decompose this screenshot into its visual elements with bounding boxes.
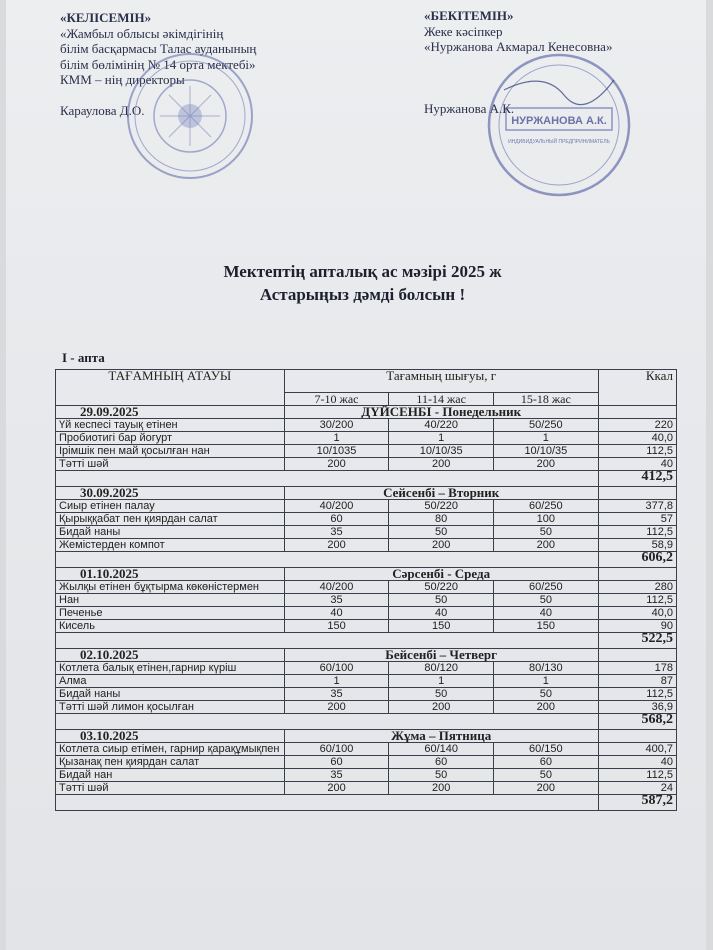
school-seal	[124, 50, 256, 182]
dish-name: Тәтті шәй	[56, 782, 285, 795]
yield-7-10: 35	[284, 594, 389, 607]
agreed-line: КММ – нің директоры	[60, 72, 185, 87]
week-label: I - апта	[62, 350, 105, 365]
yield-11-14: 1	[389, 675, 494, 688]
dish-name: Бидай наны	[56, 526, 285, 539]
kcal-value: 377,8	[598, 500, 676, 513]
kcal-value: 57	[598, 513, 676, 526]
day-name: Сейсенбі – Вторник	[284, 487, 598, 500]
yield-15-18: 80/130	[494, 662, 599, 675]
yield-15-18: 1	[494, 675, 599, 688]
day-name: Жұма – Пятница	[284, 730, 598, 743]
dish-name: Пробиотигі бар йогурт	[56, 432, 285, 445]
table-row	[56, 688, 677, 701]
yield-11-14: 200	[389, 701, 494, 714]
yield-7-10: 35	[284, 526, 389, 539]
table-row	[56, 662, 677, 675]
yield-11-14: 10/10/35	[389, 445, 494, 458]
col-header-age: 15-18 жас	[494, 393, 599, 406]
signature-stroke	[504, 80, 614, 105]
kcal-value: 87	[598, 675, 676, 688]
yield-15-18: 50	[494, 526, 599, 539]
menu-title: Мектептің апталық ас мәзірі 2025 ж	[223, 262, 502, 281]
empty-cell	[598, 406, 676, 419]
yield-15-18: 200	[494, 458, 599, 471]
yield-11-14: 50/220	[389, 500, 494, 513]
table-row	[56, 594, 677, 607]
yield-11-14: 60	[389, 756, 494, 769]
day-total-kcal: 522,5	[598, 633, 676, 649]
dish-name: Тәтті шәй	[56, 458, 285, 471]
dish-name: Қырыққабат пен қиярдан салат	[56, 513, 285, 526]
empty-cell	[56, 795, 599, 811]
table-row	[56, 419, 677, 432]
yield-7-10: 40/200	[284, 581, 389, 594]
kcal-value: 280	[598, 581, 676, 594]
dish-name: Ірімшік пен май қосылған нан	[56, 445, 285, 458]
yield-15-18: 200	[494, 701, 599, 714]
kcal-value: 112,5	[598, 445, 676, 458]
day-date: 01.10.2025	[56, 568, 285, 581]
yield-15-18: 10/10/35	[494, 445, 599, 458]
total-row	[56, 714, 677, 730]
table-row	[56, 701, 677, 714]
table-row	[56, 539, 677, 552]
dish-name: Үй кеспесі тауық етінен	[56, 419, 285, 432]
yield-15-18: 1	[494, 432, 599, 445]
kcal-value: 112,5	[598, 688, 676, 701]
yield-15-18: 60/150	[494, 743, 599, 756]
day-name: Бейсенбі – Четверг	[284, 649, 598, 662]
menu-subtitle: Астарыңыз дәмді болсын !	[259, 285, 466, 304]
table-row	[56, 607, 677, 620]
dish-name: Кисель	[56, 620, 285, 633]
day-total-kcal: 606,2	[598, 552, 676, 568]
day-name: ДҮЙСЕНБІ - Понедельник	[284, 406, 598, 419]
kcal-value: 112,5	[598, 526, 676, 539]
kcal-value: 58,9	[598, 539, 676, 552]
yield-7-10: 150	[284, 620, 389, 633]
kcal-value: 24	[598, 782, 676, 795]
yield-11-14: 200	[389, 782, 494, 795]
yield-15-18: 50	[494, 688, 599, 701]
total-row	[56, 471, 677, 487]
day-date: 03.10.2025	[56, 730, 285, 743]
yield-11-14: 80	[389, 513, 494, 526]
table-row	[56, 620, 677, 633]
dish-name: Печенье	[56, 607, 285, 620]
total-row	[56, 633, 677, 649]
approved-signature-name: Нуржанова А.К.	[424, 101, 515, 116]
total-row	[56, 795, 677, 811]
col-header-age: 11-14 жас	[389, 393, 494, 406]
day-total-kcal: 587,2	[598, 795, 676, 811]
dish-name: Котлета сиыр етімен, гарнир қарақұмықпен	[56, 743, 285, 756]
stamp-subtitle: ИНДИВИДУАЛЬНЫЙ ПРЕДПРИНИМАТЕЛЬ	[508, 139, 610, 145]
kcal-value: 178	[598, 662, 676, 675]
table-row	[56, 526, 677, 539]
dish-name: Жылқы етінен бұқтырма көкөністермен	[56, 581, 285, 594]
yield-11-14: 50	[389, 526, 494, 539]
kcal-value: 400,7	[598, 743, 676, 756]
empty-cell	[598, 730, 676, 743]
yield-7-10: 60/100	[284, 743, 389, 756]
yield-7-10: 30/200	[284, 419, 389, 432]
yield-11-14: 80/120	[389, 662, 494, 675]
agreed-signature-name: Караулова Д.О.	[60, 103, 145, 118]
yield-7-10: 60/100	[284, 662, 389, 675]
dish-name: Сиыр етінен палау	[56, 500, 285, 513]
dish-name: Жемістерден компот	[56, 539, 285, 552]
dish-name: Тәтті шәй лимон қосылған	[56, 701, 285, 714]
col-header-age: 7-10 жас	[284, 393, 389, 406]
empty-cell	[598, 568, 676, 581]
col-header-kcal: Ккал	[598, 370, 676, 406]
yield-15-18: 50	[494, 769, 599, 782]
yield-7-10: 60	[284, 756, 389, 769]
menu-body	[56, 406, 677, 811]
yield-7-10: 40/200	[284, 500, 389, 513]
kcal-value: 112,5	[598, 594, 676, 607]
yield-11-14: 50	[389, 769, 494, 782]
yield-11-14: 200	[389, 458, 494, 471]
kcal-value: 112,5	[598, 769, 676, 782]
kcal-value: 40	[598, 458, 676, 471]
table-row	[56, 756, 677, 769]
dish-name: Бидай нан	[56, 769, 285, 782]
kcal-value: 40,0	[598, 432, 676, 445]
table-row	[56, 769, 677, 782]
menu-table	[55, 369, 677, 811]
yield-15-18: 60	[494, 756, 599, 769]
day-row	[56, 487, 677, 500]
empty-cell	[598, 649, 676, 662]
yield-7-10: 200	[284, 782, 389, 795]
table-row	[56, 458, 677, 471]
yield-15-18: 60/250	[494, 581, 599, 594]
yield-15-18: 50/250	[494, 419, 599, 432]
agreed-line: «Жамбыл облысы әкімдігінің	[60, 25, 224, 41]
yield-7-10: 10/1035	[284, 445, 389, 458]
table-row	[56, 500, 677, 513]
table-row	[56, 743, 677, 756]
table-row	[56, 581, 677, 594]
day-row	[56, 730, 677, 743]
col-header-yield: Тағамның шығуы, г	[284, 370, 598, 393]
day-date: 30.09.2025	[56, 487, 285, 500]
yield-7-10: 1	[284, 675, 389, 688]
yield-7-10: 35	[284, 769, 389, 782]
yield-7-10: 40	[284, 607, 389, 620]
yield-11-14: 40	[389, 607, 494, 620]
yield-15-18: 200	[494, 539, 599, 552]
agreed-line: білім басқармасы Талас ауданының	[60, 41, 257, 56]
yield-11-14: 200	[389, 539, 494, 552]
yield-15-18: 40	[494, 607, 599, 620]
yield-11-14: 1	[389, 432, 494, 445]
approved-line: Жеке кәсіпкер	[424, 23, 503, 39]
day-row	[56, 649, 677, 662]
yield-15-18: 150	[494, 620, 599, 633]
yield-11-14: 50/220	[389, 581, 494, 594]
day-name: Сәрсенбі - Среда	[284, 568, 598, 581]
yield-15-18: 100	[494, 513, 599, 526]
yield-11-14: 50	[389, 594, 494, 607]
yield-11-14: 60/140	[389, 743, 494, 756]
entrepreneur-stamp	[484, 50, 634, 200]
dish-name: Котлета балық етінен,гарнир күріш	[56, 662, 285, 675]
total-row	[56, 552, 677, 568]
yield-7-10: 200	[284, 701, 389, 714]
kcal-value: 220	[598, 419, 676, 432]
day-total-kcal: 412,5	[598, 471, 676, 487]
yield-15-18: 200	[494, 782, 599, 795]
empty-cell	[598, 487, 676, 500]
yield-15-18: 60/250	[494, 500, 599, 513]
day-row	[56, 406, 677, 419]
table-row	[56, 782, 677, 795]
kcal-value: 40	[598, 756, 676, 769]
table-row	[56, 432, 677, 445]
yield-7-10: 60	[284, 513, 389, 526]
day-total-kcal: 568,2	[598, 714, 676, 730]
yield-15-18: 50	[494, 594, 599, 607]
yield-11-14: 150	[389, 620, 494, 633]
yield-11-14: 40/220	[389, 419, 494, 432]
stamp-name: НУРЖАНОВА А.К.	[511, 115, 607, 127]
kcal-value: 36,9	[598, 701, 676, 714]
yield-7-10: 200	[284, 539, 389, 552]
yield-7-10: 35	[284, 688, 389, 701]
dish-name: Алма	[56, 675, 285, 688]
kcal-value: 90	[598, 620, 676, 633]
table-row	[56, 675, 677, 688]
approved-heading: «БЕКІТЕМІН»	[424, 8, 514, 23]
yield-7-10: 1	[284, 432, 389, 445]
day-date: 02.10.2025	[56, 649, 285, 662]
approved-line: «Нуржанова Акмарал Кенесовна»	[424, 39, 613, 54]
day-date: 29.09.2025	[56, 406, 285, 419]
table-row	[56, 445, 677, 458]
kcal-value: 40,0	[598, 607, 676, 620]
dish-name: Қызанақ пен қиярдан салат	[56, 756, 285, 769]
table-row	[56, 513, 677, 526]
dish-name: Нан	[56, 594, 285, 607]
yield-11-14: 50	[389, 688, 494, 701]
day-row	[56, 568, 677, 581]
agreed-heading: «КЕЛІСЕМІН»	[60, 10, 152, 25]
agreed-line: білім бөлімінің № 14 орта мектебі»	[60, 56, 256, 72]
yield-7-10: 200	[284, 458, 389, 471]
col-header-dish: ТАҒАМНЫҢ АТАУЫ	[56, 370, 285, 406]
dish-name: Бидай наны	[56, 688, 285, 701]
